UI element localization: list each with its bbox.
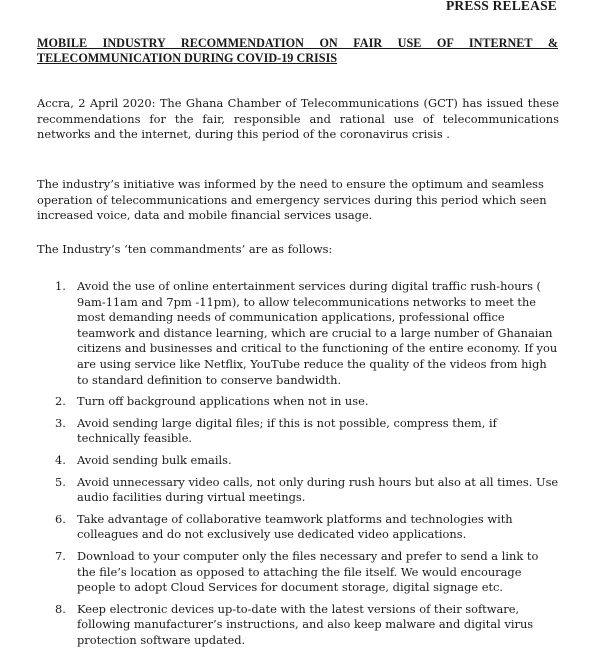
list-item-number: 1. bbox=[55, 279, 66, 293]
list-item bbox=[37, 512, 560, 543]
list-item bbox=[37, 453, 560, 469]
list-item bbox=[37, 549, 560, 596]
list-item-number: 6. bbox=[55, 511, 66, 526]
list-item-text: Avoid sending bulk emails. bbox=[77, 452, 232, 467]
intro-paragraph: Accra, 2 April 2020: The Ghana Chamber of Telecommunications (GCT) has issued these recommendations for the fair, responsible and rational use of telecommunications networks and the internet, during this period of the coronavirus crisis . bbox=[37, 96, 559, 142]
list-item bbox=[37, 475, 560, 506]
title-line-1: MOBILE INDUSTRY RECOMMENDATION ON FAIR USE OF INTERNET & bbox=[37, 36, 558, 50]
list-item-number: 4. bbox=[55, 452, 66, 467]
list-item-text: Download to your computer only the files necessary and prefer to send a link to the file’s location as opposed to attaching the file itself. We would encourage people to adopt Cloud Services for document storage, digital signage etc. bbox=[77, 548, 539, 595]
list-item-text: Avoid the use of online entertainment services during digital traffic rush-hours ( 9am-11am and 7pm -11pm), to allow telecommunications networks to meet the most demanding needs of communication applications, professional office teamwork and distance learning, which are crucial to a large number of Ghanaian citizens and businesses and critical to the functioning of the entire economy. If you are using service like Netflix, YouTube reduce the quality of the videos from high to standard definition to conserve bandwidth. bbox=[77, 279, 558, 387]
list-item bbox=[37, 394, 560, 410]
list-item-number: 7. bbox=[55, 548, 66, 563]
commandments-list bbox=[37, 279, 560, 654]
list-item-text: Avoid sending large digital files; if this is not possible, compress them, if technically feasible. bbox=[77, 415, 497, 446]
list-item-number: 8. bbox=[55, 601, 66, 616]
list-item-text: Avoid unnecessary video calls, not only during rush hours but also at all times. Use audio facilities during virtual meetings. bbox=[77, 474, 559, 505]
list-item bbox=[37, 602, 560, 649]
list-item-text: Keep electronic devices up-to-date with the latest versions of their software, following manufacturer’s instructions, and also keep malware and digital virus protection software updated. bbox=[77, 601, 534, 647]
list-item bbox=[37, 416, 560, 447]
press-release-label: PRESS RELEASE bbox=[445, 0, 557, 13]
list-item-number: 3. bbox=[55, 415, 66, 430]
list-item-number: 2. bbox=[55, 394, 66, 409]
list-item-number: 5. bbox=[55, 474, 66, 489]
commandments-lead-in: The Industry’s ‘ten commandments’ are as follows: bbox=[37, 242, 333, 256]
list-item-text: Take advantage of collaborative teamwork platforms and technologies with colleagues and do not exclusively use dedicated video applications. bbox=[77, 511, 513, 542]
initiative-paragraph: The industry’s initiative was informed by the need to ensure the optimum and seamless operation of telecommunications and emergency services during this period which seen increased voice, data and mobile financial services usage. bbox=[37, 177, 547, 223]
title-line-2: TELECOMMUNICATION DURING COVID-19 CRISIS bbox=[37, 50, 338, 65]
list-item-text: Turn off background applications when not in use. bbox=[77, 394, 369, 409]
document-title bbox=[37, 36, 558, 65]
list-item bbox=[37, 279, 560, 388]
